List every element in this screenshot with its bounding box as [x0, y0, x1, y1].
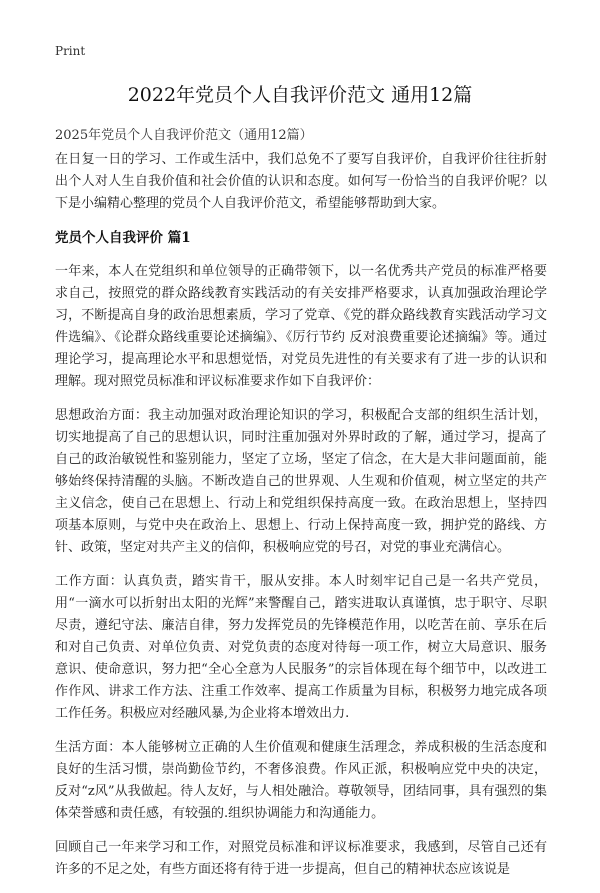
- intro-paragraph: 在日复一日的学习、工作或生活中，我们总免不了要写自我评价，自我评价往往折射出个人对人生自我价值和社会价值的认识和态度。如何写一份恰当的自我评价呢？以下是小编精心整理的党员个人自我评价范文，希望能够帮助到大家。: [55, 152, 547, 211]
- print-link[interactable]: Print: [55, 44, 86, 58]
- document-title: 2022年党员个人自我评价范文 通用12篇: [127, 84, 473, 106]
- paragraph-work: 工作方面：认真负责，踏实肯干，服从安排。本人时刻牢记自己是一名共产党员，用“一滴水可以折射出太阳的光辉”来警醒自己，踏实进取认真谨慎，忠于职守、尽职尽责，遵纪守法、廉洁自律，努力发挥党员的先锋模范作用，以吃苦在前、享乐在后和对自己负责、对单位负责、对党负责的态度对待每一项工作，树立大局意识、服务意识、使命意识，努力把“全心全意为人民服务”的宗旨体现在每个细节中，以改进工作作风、讲求工作方法、注重工作效率、提高工作质量为目标，积极努力地完成各项工作任务。积极应对经融风暴,为企业将本增效出力.: [55, 574, 547, 721]
- paragraph-opening: 一年来，本人在党组织和单位领导的正确带领下，以一名优秀共产党员的标准严格要求自己，按照党的群众路线教育实践活动的有关安排严格要求，认真加强政治理论学习，不断提高自身的政治思想素质，学习了党章、《党的群众路线教育实践活动学习文件选编》、《论群众路线重要论述摘编》、《厉行节约 反对浪费重要论述摘编》等。通过理论学习，提高理论水平和思想觉悟，对党员先进性的有关要求有了进一步的认识和理解。现对照党员标准和评议标准要求作如下自我评价：: [55, 264, 547, 389]
- document-body: [55, 149, 547, 893]
- section-heading: 党员个人自我评价 篇1: [55, 230, 191, 246]
- paragraph-political: 思想政治方面：我主动加强对政治理论知识的学习，积极配合支部的组织生活计划，切实地提高了自己的思想认识，同时注重加强对外界时政的了解，通过学习，提高了自己的政治敏锐性和鉴别能力，坚定了立场，坚定了信念，在大是大非问题面前，能够始终保持清醒的头脑。不断改造自己的世界观、人生观和价值观，树立坚定的共产主义信念，使自己在思想上、行动上和党组织保持高度一致。在政治思想上，坚持四项基本原则，与党中央在政治上、思想上、行动上保持高度一致，拥护党的路线、方针、政策，坚定对共产主义的信仰，积极响应党的号召，对党的事业充满信心。: [55, 408, 547, 555]
- document-subtitle: 2025年党员个人自我评价范文（通用12篇）: [55, 128, 313, 143]
- paragraph-review: 回顾自己一年来学习和工作，对照党员标准和评议标准要求，我感到，尽管自己还有许多的不足之处，有些方面还将有待于进一步提高，但自己的精神状态应该说是: [55, 840, 547, 877]
- paragraph-life: 生活方面：本人能够树立正确的人生价值观和健康生活理念，养成积极的生活态度和良好的生活习惯，崇尚勤俭节约，不奢侈浪费。作风正派，积极响应党中央的决定，反对“z风”从我做起。待人友好，与人相处融洽。尊敬领导，团结同事，具有强烈的集体荣誉感和责任感，有较强的.组织协调能力和沟通能力。: [55, 740, 547, 821]
